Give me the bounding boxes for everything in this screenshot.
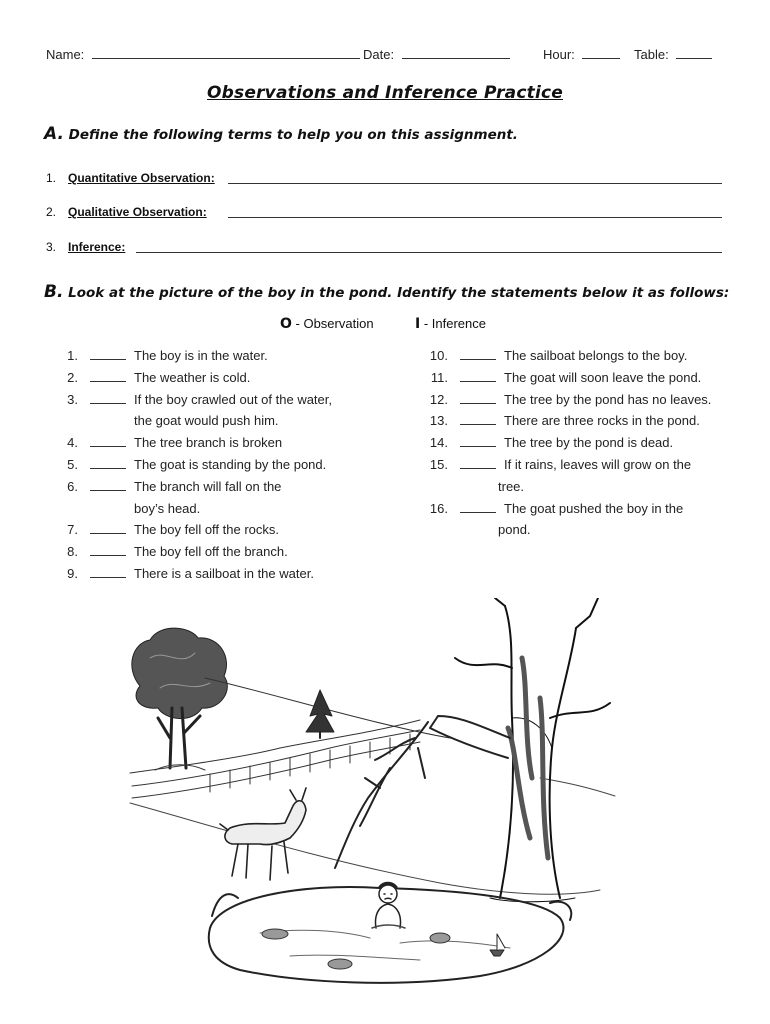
statement-text: The tree branch is broken bbox=[134, 435, 283, 451]
statement-text: The goat will soon leave the pond. bbox=[504, 369, 702, 385]
legend-o-letter: O bbox=[280, 316, 292, 332]
statement-number: 4. bbox=[67, 435, 78, 451]
statement-text: The sailboat belongs to the boy. bbox=[504, 348, 688, 363]
statement-number: 3. bbox=[67, 391, 78, 407]
legend-i-letter: I bbox=[415, 316, 421, 332]
definition-term: Quantitative Observation: bbox=[68, 171, 215, 185]
broken-branch bbox=[335, 716, 510, 868]
legend-inference bbox=[415, 316, 486, 332]
date-blank[interactable] bbox=[402, 47, 510, 59]
statement-text: The boy fell off the branch. bbox=[134, 544, 288, 560]
legend-o-text: - Observation bbox=[291, 316, 374, 331]
hour-label: Hour: bbox=[543, 47, 575, 62]
statement-item bbox=[58, 389, 388, 433]
section-a-heading bbox=[44, 124, 518, 144]
answer-blank[interactable] bbox=[90, 391, 126, 404]
statement-item bbox=[420, 410, 740, 432]
definition-answer-line-3[interactable] bbox=[136, 252, 722, 253]
definition-number: 3. bbox=[46, 240, 57, 254]
statement-text: There is a sailboat in the water. bbox=[134, 565, 314, 581]
table-field-group bbox=[634, 47, 712, 62]
statement-text: The branch will fall on the bbox=[134, 478, 282, 494]
answer-blank[interactable] bbox=[460, 456, 496, 469]
answer-blank[interactable] bbox=[90, 347, 126, 360]
round-tree bbox=[132, 628, 228, 770]
statement-item bbox=[58, 476, 388, 520]
definition-number: 2. bbox=[46, 205, 57, 219]
answer-blank[interactable] bbox=[460, 412, 496, 425]
statement-number: 6. bbox=[67, 478, 78, 494]
hour-blank[interactable] bbox=[582, 47, 620, 59]
statements-left-list bbox=[58, 345, 388, 585]
statement-number: 14. bbox=[429, 435, 448, 451]
statement-number: 7. bbox=[67, 522, 78, 538]
statement-number: 5. bbox=[67, 456, 78, 472]
definition-row-1 bbox=[46, 171, 215, 185]
answer-blank[interactable] bbox=[460, 347, 496, 360]
statement-number: 13. bbox=[429, 413, 448, 429]
statement-number: 10. bbox=[429, 348, 448, 363]
section-b-text: Look at the picture of the boy in the pond. Identify the statements below it as follows: bbox=[68, 285, 730, 301]
answer-blank[interactable] bbox=[90, 478, 126, 491]
statement-number: 11. bbox=[430, 369, 448, 385]
table-blank[interactable] bbox=[676, 47, 712, 59]
section-b-heading bbox=[44, 282, 729, 302]
page-title: Observations and Inference Practice bbox=[207, 83, 563, 103]
statement-item bbox=[58, 367, 388, 389]
statement-text: If the boy crawled out of the water, bbox=[134, 391, 333, 407]
statement-item bbox=[420, 367, 740, 389]
answer-blank[interactable] bbox=[90, 456, 126, 469]
statement-text-continued: boy’s head. bbox=[134, 500, 201, 516]
pine-tree bbox=[306, 690, 334, 738]
answer-blank[interactable] bbox=[460, 369, 496, 382]
definition-number: 1. bbox=[46, 171, 57, 185]
statement-text: The goat is standing by the pond. bbox=[134, 456, 327, 472]
definition-answer-line-1[interactable] bbox=[228, 183, 722, 184]
statement-number: 9. bbox=[67, 565, 78, 581]
answer-blank[interactable] bbox=[90, 521, 126, 534]
hour-field-group bbox=[543, 47, 620, 62]
statement-item bbox=[58, 454, 388, 476]
statement-item bbox=[58, 432, 388, 454]
name-blank[interactable] bbox=[92, 47, 360, 59]
statement-item bbox=[420, 389, 740, 411]
statement-text: The weather is cold. bbox=[134, 369, 251, 385]
definition-row-2 bbox=[46, 205, 207, 219]
statement-text: The tree by the pond has no leaves. bbox=[504, 391, 712, 407]
legend-i-text: - Inference bbox=[420, 316, 486, 331]
definition-term: Qualitative Observation: bbox=[68, 205, 207, 219]
answer-blank[interactable] bbox=[460, 500, 496, 513]
date-field-group bbox=[363, 47, 510, 62]
statement-text: The tree by the pond is dead. bbox=[504, 435, 674, 451]
definition-row-3 bbox=[46, 240, 125, 254]
statement-text: There are three rocks in the pond. bbox=[504, 413, 700, 429]
date-label: Date: bbox=[363, 47, 395, 62]
answer-blank[interactable] bbox=[90, 369, 126, 382]
answer-blank[interactable] bbox=[90, 434, 126, 447]
boy bbox=[372, 883, 405, 928]
name-label: Name: bbox=[46, 47, 85, 62]
table-label: Table: bbox=[634, 47, 669, 62]
statement-item bbox=[420, 454, 740, 498]
statement-item bbox=[420, 345, 740, 367]
dead-tree bbox=[455, 598, 610, 902]
statement-text: The goat pushed the boy in the bbox=[504, 500, 684, 516]
statement-item bbox=[420, 432, 740, 454]
statement-text: If it rains, leaves will grow on the bbox=[504, 456, 692, 472]
answer-blank[interactable] bbox=[90, 565, 126, 578]
section-b-letter: B. bbox=[44, 282, 64, 302]
legend-observation bbox=[280, 316, 374, 332]
statement-text-continued: the goat would push him. bbox=[134, 413, 279, 429]
statement-number: 8. bbox=[67, 544, 78, 560]
statement-item bbox=[58, 345, 388, 367]
section-a-letter: A. bbox=[44, 124, 64, 144]
statement-text-continued: tree. bbox=[498, 478, 525, 494]
statement-text: The boy fell off the rocks. bbox=[134, 522, 279, 538]
statement-text: The boy is in the water. bbox=[134, 348, 268, 363]
definition-term: Inference: bbox=[68, 240, 126, 254]
statement-number: 15. bbox=[429, 456, 448, 472]
statement-item bbox=[58, 563, 388, 585]
answer-blank[interactable] bbox=[460, 391, 496, 404]
definition-answer-line-2[interactable] bbox=[228, 217, 722, 218]
statements-right-list bbox=[420, 345, 740, 541]
statement-number: 16. bbox=[429, 500, 448, 516]
answer-blank[interactable] bbox=[460, 434, 496, 447]
section-a-text: Define the following terms to help you on this assignment. bbox=[68, 127, 518, 143]
statement-item bbox=[58, 541, 388, 563]
statement-number: 1. bbox=[67, 348, 78, 363]
answer-blank[interactable] bbox=[90, 543, 126, 556]
statement-number: 12. bbox=[429, 391, 448, 407]
statement-item bbox=[420, 498, 740, 542]
statement-item bbox=[58, 519, 388, 541]
boy-in-pond-illustration bbox=[120, 598, 620, 993]
name-field-group bbox=[46, 47, 360, 62]
statement-number: 2. bbox=[67, 369, 78, 385]
goat bbox=[220, 788, 306, 880]
statement-text-continued: pond. bbox=[498, 522, 531, 538]
